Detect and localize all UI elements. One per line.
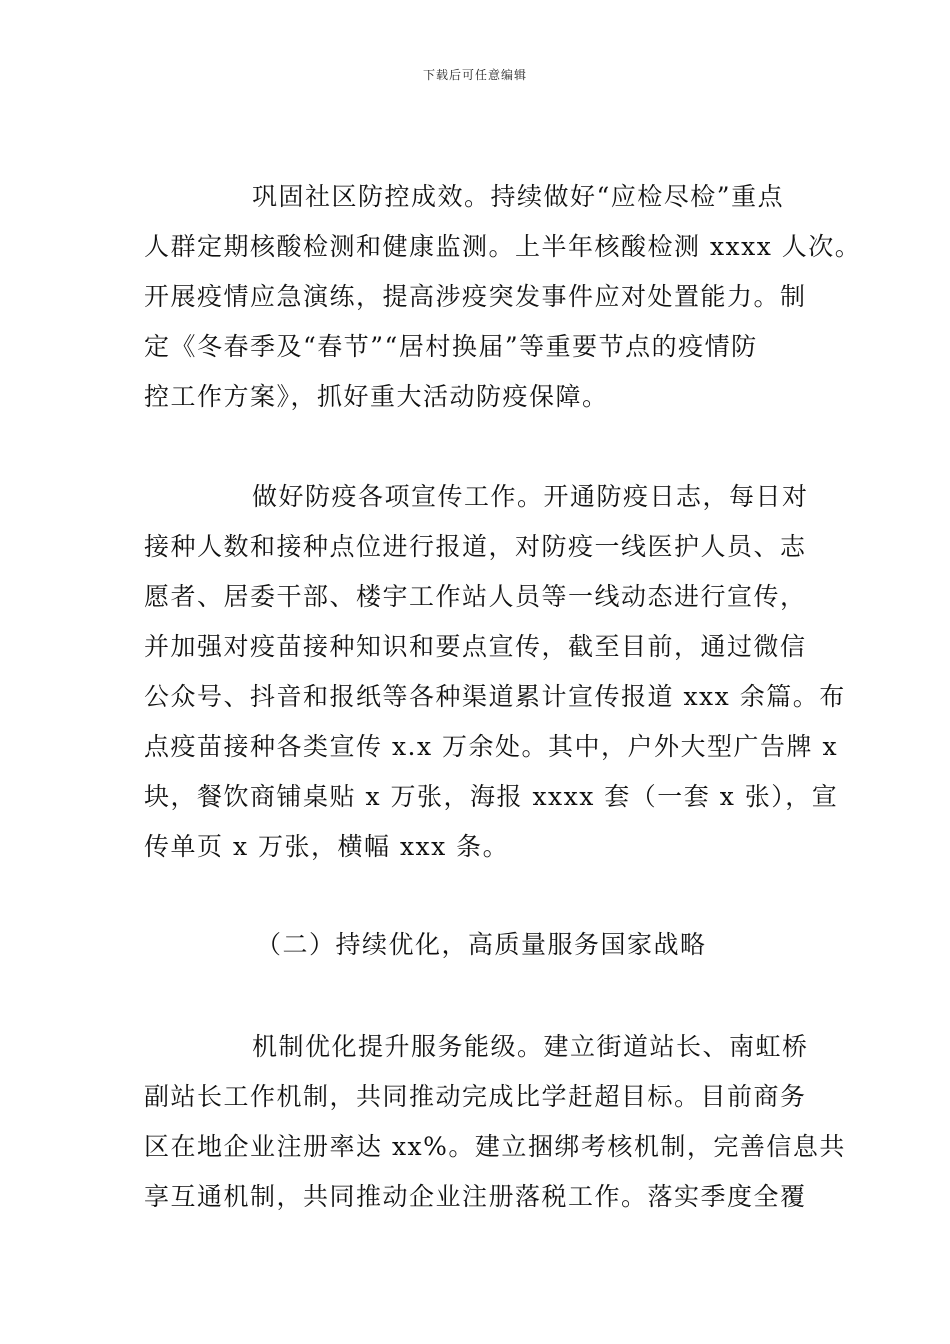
header-note: 下载后可任意编辑 [422,68,527,82]
paragraph-line: 巩固社区防控成效。持续做好“应检尽检”重点 [252,182,785,211]
paragraph-mechanism-optimization [144,1022,846,1222]
paragraph-line: 愿者、居委干部、楼宇工作站人员等一线动态进行宣传， [144,582,807,611]
paragraph-line: 开展疫情应急演练，提高涉疫突发事件应对处置能力。制 [144,282,807,311]
paragraph-line: 机制优化提升服务能级。建立街道站长、南虹桥 [252,1032,809,1061]
section-heading: （二）持续优化，高质量服务国家战略 [256,930,707,959]
paragraph-publicity-work [144,472,846,872]
paragraph-line: 点疫苗接种各类宣传 x.x 万余处。其中，户外大型广告牌 x [144,732,839,761]
paragraph-line: 人群定期核酸检测和健康监测。上半年核酸检测 xxxx 人次。 [144,232,862,261]
paragraph-line: 传单页 x 万张，横幅 xxx 条。 [144,832,510,861]
paragraph-line: 副站长工作机制，共同推动完成比学赶超目标。目前商务 [144,1082,807,1111]
paragraph-community-prevention [144,172,862,422]
paragraph-line: 定《冬春季及“春节”“居村换届”等重要节点的疫情防 [144,332,758,361]
paragraph-line: 享互通机制，共同推动企业注册落税工作。落实季度全覆 [144,1182,807,1211]
paragraph-line: 并加强对疫苗接种知识和要点宣传，截至目前，通过微信 [144,632,807,661]
paragraph-line: 控工作方案》，抓好重大活动防疫保障。 [144,382,609,411]
paragraph-line: 区在地企业注册率达 xx%。建立捆绑考核机制，完善信息共 [144,1132,846,1161]
paragraph-line: 公众号、抖音和报纸等各种渠道累计宣传报道 xxx 余篇。布 [144,682,846,711]
paragraph-line: 块，餐饮商铺桌贴 x 万张，海报 xxxx 套（一套 x 张），宣 [144,782,839,811]
paragraph-line: 接种人数和接种点位进行报道，对防疫一线医护人员、志 [144,532,807,561]
paragraph-line: 做好防疫各项宣传工作。开通防疫日志，每日对 [252,482,809,511]
